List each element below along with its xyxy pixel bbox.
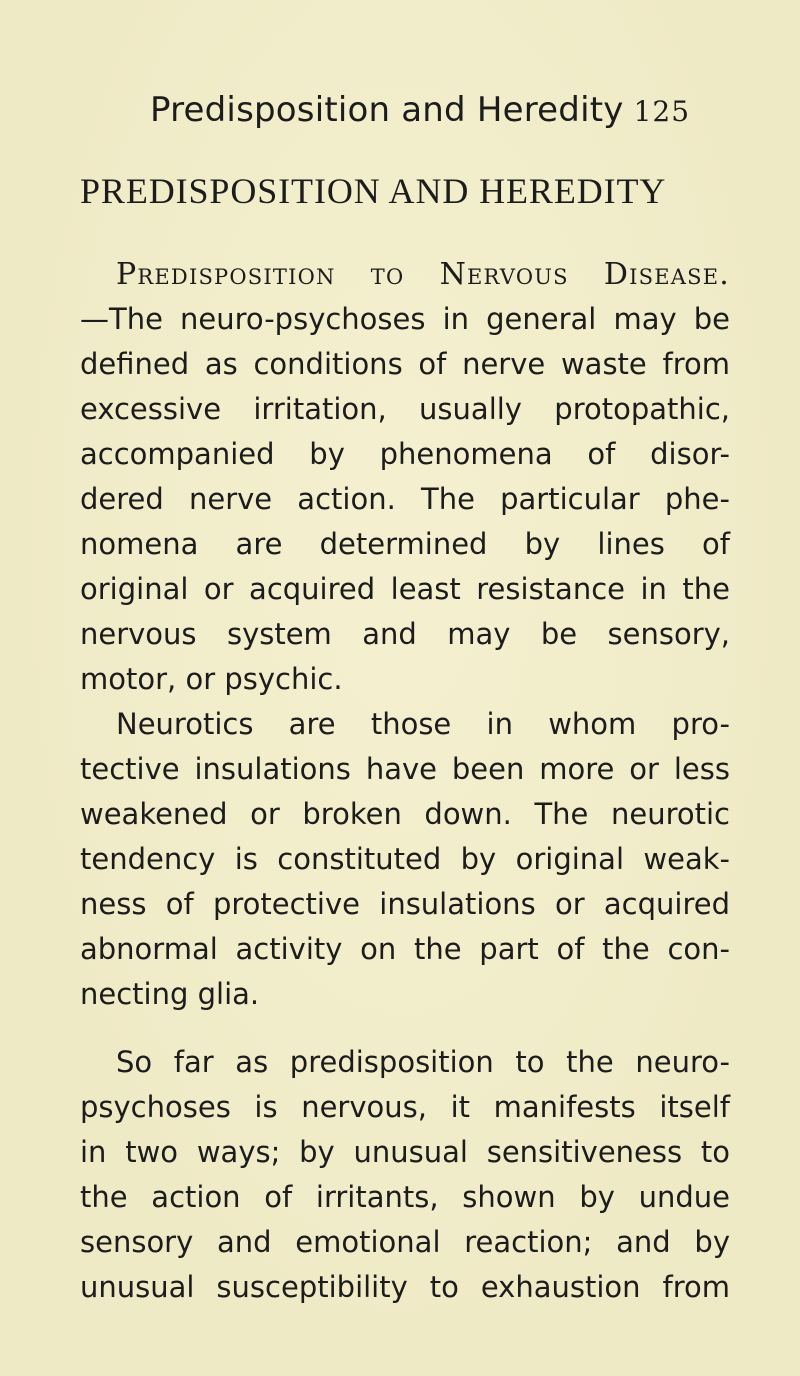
text-line: accompanied by phenomena of disor- bbox=[80, 437, 730, 471]
text-line: necting glia. bbox=[80, 977, 260, 1011]
running-head-title: Predisposition and Heredity bbox=[150, 90, 624, 130]
text-line: Neurotics are those in whom pro- bbox=[116, 707, 730, 741]
text-line: —The neuro-psychoses in general may be bbox=[80, 302, 730, 336]
text-line: the action of irritants, shown by undue bbox=[80, 1180, 730, 1214]
chapter-title: PREDISPOSITION AND HEREDITY bbox=[80, 171, 667, 211]
text-line: psychoses is nervous, it manifests itself bbox=[80, 1090, 730, 1124]
running-head bbox=[150, 88, 750, 134]
section-heading: Predisposition to Nervous Disease. bbox=[116, 257, 730, 292]
page-number: 125 bbox=[633, 95, 691, 128]
text-line: So far as predisposition to the neuro- bbox=[116, 1045, 730, 1079]
text-line: excessive irritation, usually protopathic, bbox=[80, 392, 730, 426]
text-line: ness of protective insulations or acquired bbox=[80, 887, 730, 921]
text-line: defined as conditions of nerve waste from bbox=[80, 347, 730, 381]
text-line: tective insulations have been more or less bbox=[80, 752, 730, 786]
text-line: in two ways; by unusual sensitiveness to bbox=[80, 1135, 730, 1169]
text-line: motor, or psychic. bbox=[80, 662, 343, 696]
text-line: original or acquired least resistance in the bbox=[80, 572, 730, 606]
text-line: unusual susceptibility to exhaustion from bbox=[80, 1270, 730, 1304]
text-line: nomena are determined by lines of bbox=[80, 527, 730, 561]
text-line: abnormal activity on the part of the con- bbox=[80, 932, 730, 966]
body-text bbox=[80, 252, 730, 1310]
text-line: dered nerve action. The particular phe- bbox=[80, 482, 730, 516]
section-heading-line bbox=[80, 252, 730, 297]
text-line: sensory and emotional reaction; and by bbox=[80, 1225, 730, 1259]
paragraph-gap bbox=[80, 1017, 730, 1040]
text-line: tendency is constituted by original weak- bbox=[80, 842, 730, 876]
text-line: nervous system and may be sensory, bbox=[80, 617, 730, 651]
text-line: weakened or broken down. The neurotic bbox=[80, 797, 730, 831]
